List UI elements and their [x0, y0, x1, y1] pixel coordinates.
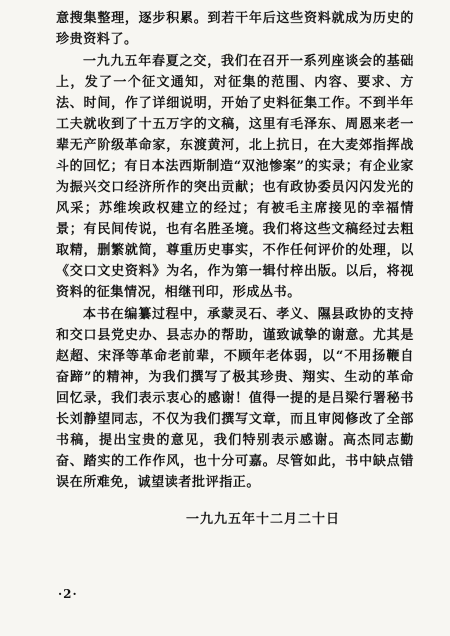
paragraph-acknowledgements: 本书在编纂过程中，承蒙灵石、孝义、隰县政协的支持和交口县党史办、县志办的帮助，谨致诚挚的谢意。尤其是赵超、宋泽等革命老前辈，不顾年老体弱，以“不用扬鞭自奋蹄”的精神，为我们撰写了极其珍贵、翔实、生动的革命回忆录，我们表示衷心的感谢！值得一提的是吕梁行署秘书长刘静望同志，不仅为我们撰写文章，而且审阅修改了全部书稿，提出宝贵的意见，我们特别表示感谢。高杰同志勤奋、踏实的工作作风，也十分可嘉。尽管如此，书中缺点错误在所难免，诚望读者批评指正。: [56, 307, 414, 490]
page-number: ·2·: [58, 587, 78, 601]
paragraph-continued: 意搜集整理，逐步积累。到若干年后这些资料就成为历史的珍贵资料了。: [56, 11, 414, 47]
body-text: [56, 8, 414, 493]
paragraph-collection-process: 一九九五年春夏之交，我们在召开一系列座谈会的基础上，发了一个征文通知，对征集的范围、内容、要求、方法、时间，作了详细说明，开始了史料征集工作。不到半年工夫就收到了十五万字的文稿，这里有毛泽东、周恩来老一辈无产阶级革命家，东渡黄河，北上抗日，在大麦郊指挥战斗的回忆；有日本法西斯制造“双池惨案”的实录；有企业家为振兴交口经济所作的突出贡献；也有政协委员闪闪发光的风采；苏维埃政权建立的经过；有被毛主席接见的幸福情景；有民间传说，也有名胜圣境。我们将这些文稿经过去粗取精，删繁就简，尊重历史事实，不作任何评价的处理，以《交口文史资料》为名，作为第一辑付梓出版。以后，将视资料的征集情况，相继刊印，形成丛书。: [56, 54, 414, 300]
date-line: 一九九五年十二月二十日: [186, 512, 341, 527]
